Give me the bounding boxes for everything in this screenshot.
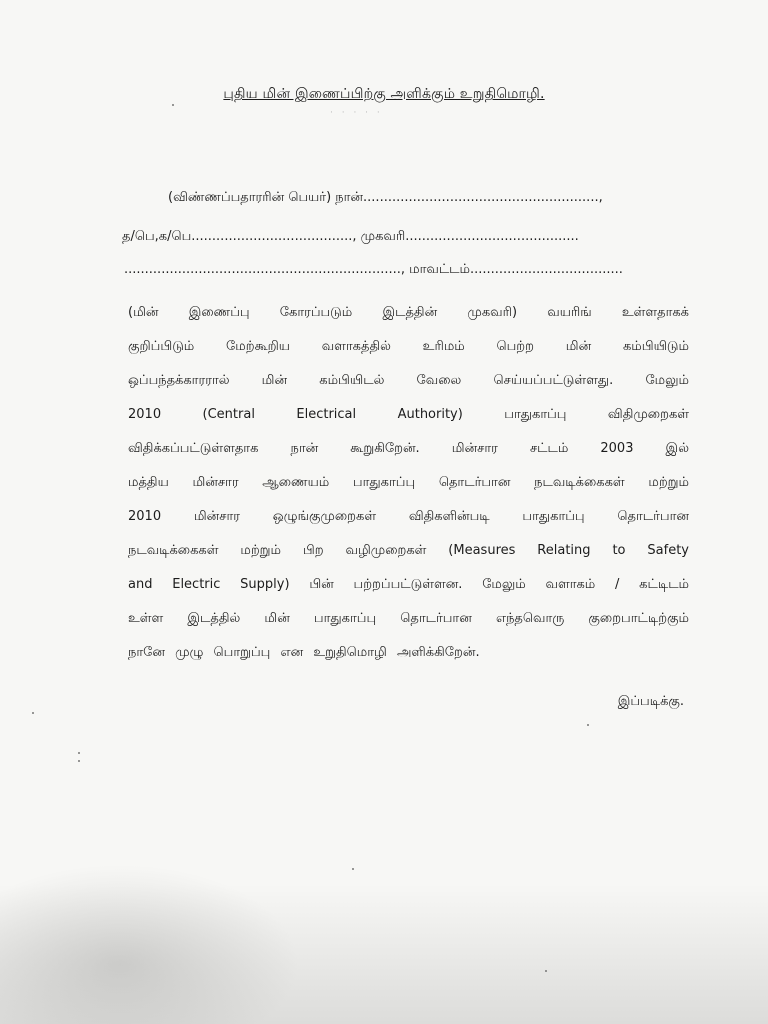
body-line: 2010 மின்சார ஒழுங்குமுறைகள் விதிகளின்படி பாதுகாப்பு தொடர்பான	[128, 509, 689, 524]
speck	[172, 104, 174, 106]
speck	[78, 760, 80, 762]
speck	[587, 724, 589, 726]
speck	[78, 752, 80, 754]
body-line: உள்ள இடத்தில் மின் பாதுகாப்பு தொடர்பான எந்தவொரு குறைபாட்டிற்கும்	[128, 611, 689, 626]
faint-mark: · · · · ·	[330, 108, 383, 118]
body-line: ஒப்பந்தக்காரரால் மின் கம்பியிடல் வேலை செய்யப்பட்டுள்ளது. மேலும்	[128, 373, 689, 388]
body-line: (மின் இணைப்பு கோரப்படும் இடத்தின் முகவரி) வயரிங் உள்ளதாகக்	[128, 305, 689, 320]
speck	[32, 712, 34, 714]
speck	[352, 868, 354, 870]
father-address-line: த/பெ,க/பெ......................................., முகவரி..........................................	[122, 229, 579, 244]
speck	[545, 970, 547, 972]
body-line: நானே முழு பொறுப்பு என உறுதிமொழி அளிக்கிறேன்.	[128, 645, 480, 660]
body-line: 2010 (Central Electrical Authority) பாதுகாப்பு விதிமுறைகள்	[128, 407, 689, 422]
body-line: நடவடிக்கைகள் மற்றும் பிற வழிமுறைகள் (Measures Relating to Safety	[128, 543, 689, 558]
page-title	[0, 86, 768, 104]
applicant-name-line: (விண்ணப்பதாரரின் பெயர்) நான்.........................................................,	[168, 190, 603, 205]
body-line: விதிக்கப்பட்டுள்ளதாக நான் கூறுகிறேன். மின்சார சட்டம் 2003 இல்	[128, 441, 689, 456]
district-line: ..................................................................., மாவட்டம்.....................................	[124, 262, 623, 277]
declaration-body	[128, 296, 689, 670]
closing-signoff: இப்படிக்கு.	[617, 694, 684, 709]
body-line: குறிப்பிடும் மேற்கூறிய வளாகத்தில் உரிமம் பெற்ற மின் கம்பியிடும்	[128, 339, 689, 354]
body-line: மத்திய மின்சார ஆணையம் பாதுகாப்பு தொடர்பான நடவடிக்கைகள் மற்றும்	[128, 475, 689, 490]
body-line: and Electric Supply) பின் பற்றப்பட்டுள்ளன. மேலும் வளாகம் / கட்டிடம்	[128, 577, 689, 592]
scan-shadow-corner	[0, 864, 300, 1024]
page-title-text: புதிய மின் இணைப்பிற்கு அளிக்கும் உறுதிமொழி.	[223, 86, 545, 102]
